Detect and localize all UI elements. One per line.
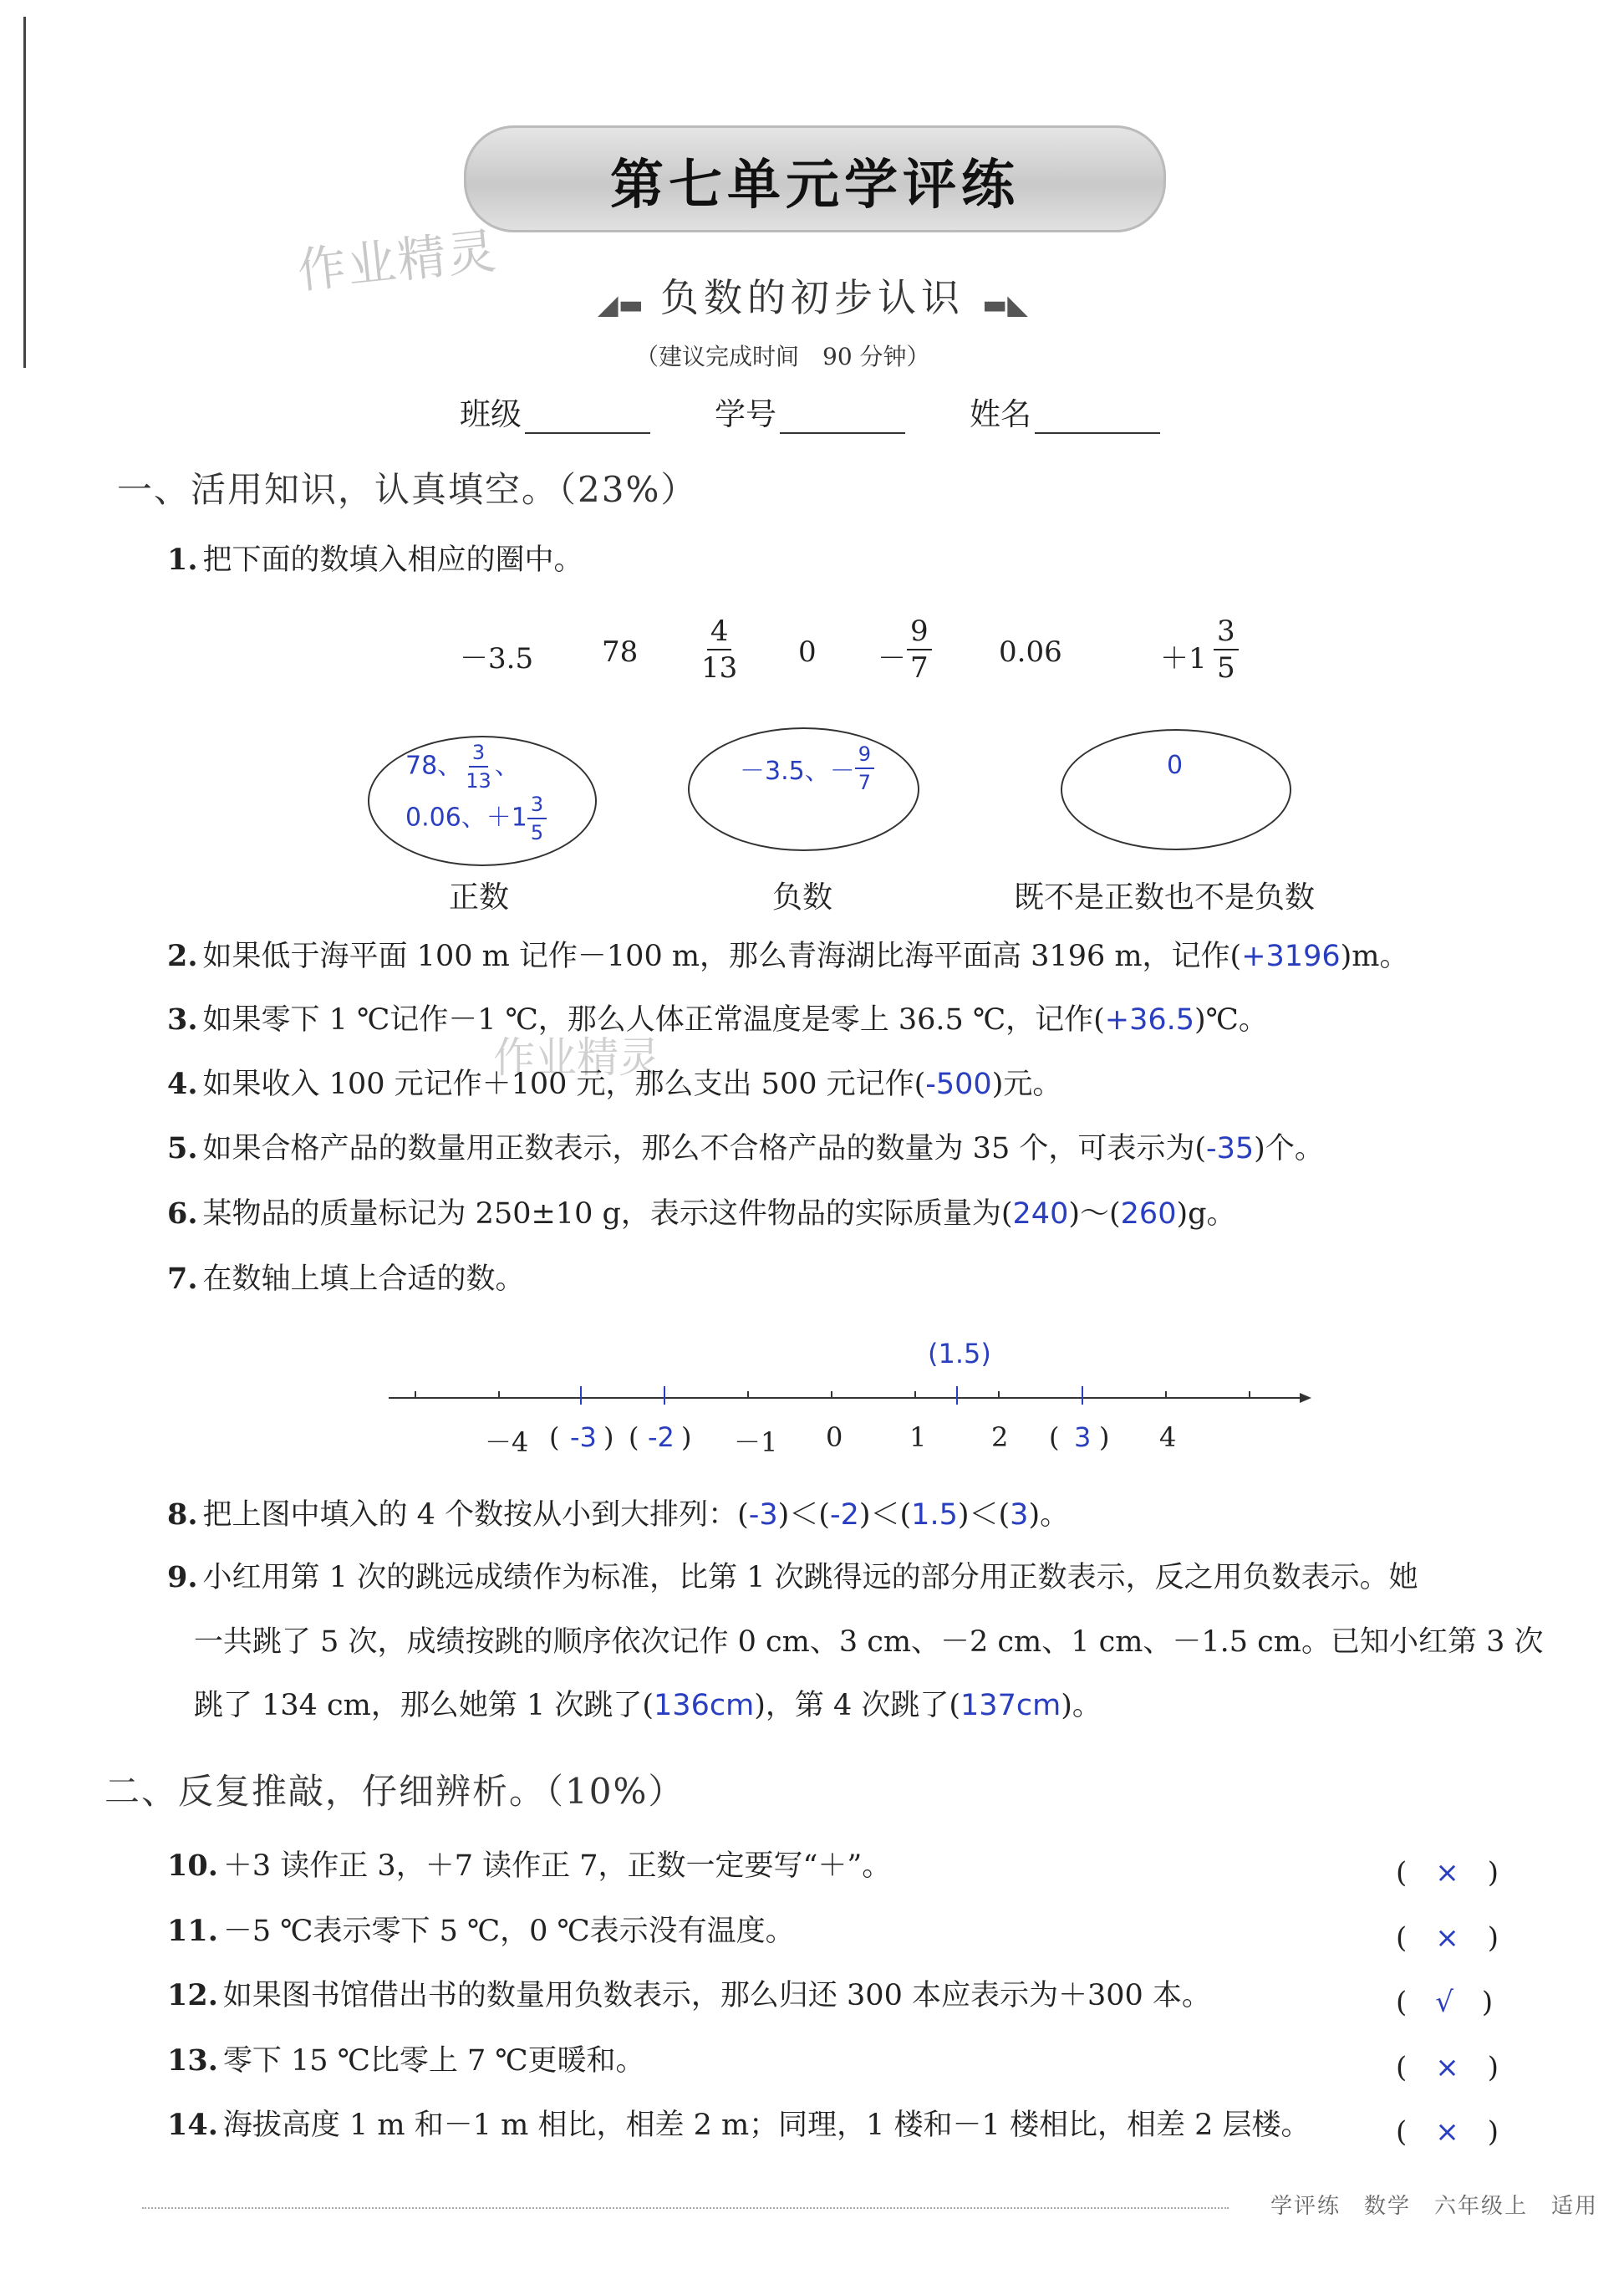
field-number-label: 学号: [715, 396, 776, 432]
q12: 12. 如果图书馆借出书的数量用负数表示，那么归还 300 本应表示为＋300 本。: [167, 1978, 1211, 2012]
section2-title: 二、反复推敲，仔细辨析。（10%）: [104, 1771, 685, 1812]
tick-4: 4: [1159, 1421, 1177, 1453]
tick-neg4: －4: [485, 1426, 529, 1458]
subtitle-ornament-right: ▬◣: [982, 288, 1028, 320]
label-neither: 既不是正数也不是负数: [1014, 880, 1316, 915]
tick-close1: ): [603, 1421, 614, 1453]
tick-open3: (: [1049, 1421, 1060, 1453]
section1-title: 一、活用知识，认真填空。（23%）: [117, 469, 698, 510]
label-negative: 负数: [772, 880, 833, 915]
subtitle: 负数的初步认识: [660, 275, 965, 320]
negative-answers: －3.5、－ $\frac{9}{7}$: [740, 744, 874, 793]
number-line-above: (1.5): [928, 1338, 991, 1369]
q6-answer1: 240: [1012, 1197, 1069, 1231]
q13-answer: ( × ): [1396, 2051, 1499, 2084]
tick-neg1: －1: [734, 1426, 778, 1458]
q9-line3: 跳了 134 cm，那么她第 1 次跳了(136cm)，第 4 次跳了(137cm)。: [194, 1689, 1102, 1722]
q1: 1. 把下面的数填入相应的圈中。: [167, 543, 583, 577]
footer-rule: [142, 2207, 1229, 2209]
q11: 11. －5 ℃表示零下 5 ℃，0 ℃表示没有温度。: [167, 1914, 795, 1948]
tick-close2: ): [681, 1421, 692, 1453]
q8: 8. 把上图中填入的 4 个数按从小到大排列：(-3)＜(-2)＜(1.5)＜(3)。: [167, 1497, 1070, 1532]
q10: 10. ＋3 读作正 3，＋7 读作正 7，正数一定要写“＋”。: [167, 1849, 892, 1883]
q4-answer: -500: [925, 1068, 992, 1101]
watermark-mid: 作业精灵: [493, 1033, 660, 1082]
q5: 5. 如果合格产品的数量用正数表示，那么不合格产品的数量为 35 个，可表示为(-35)个。: [167, 1131, 1324, 1165]
num-0: 0: [798, 635, 817, 669]
field-name-label: 姓名: [970, 396, 1031, 432]
zero-ellipse: [1061, 729, 1291, 850]
tick-ans-3: 3: [1074, 1421, 1092, 1453]
q9-line1: 9. 小红用第 1 次的跳远成绩作为标准，比第 1 次跳得远的部分用正数表示，反之用负数表示。她: [167, 1560, 1418, 1594]
watermark: 作业精灵: [294, 222, 501, 300]
q2: 2. 如果低于海平面 100 m 记作－100 m，那么青海湖比海平面高 3196 m，记作(+3196)m。: [167, 939, 1409, 973]
number-line: [380, 1380, 1316, 1413]
q4: 4. 如果收入 100 元记作＋100 元，那么支出 500 元记作(-500)元。: [167, 1067, 1062, 1101]
tick-open2: (: [629, 1421, 639, 1453]
q6-answer2: 260: [1120, 1197, 1177, 1231]
subtitle-ornament-left: ◢▬: [598, 288, 644, 320]
num-neg9-7-sign: －: [878, 642, 906, 676]
q2-answer: +3196: [1241, 940, 1341, 973]
left-margin-line: [23, 17, 26, 368]
q14-answer: ( × ): [1396, 2115, 1499, 2149]
num-78: 78: [602, 635, 639, 669]
num-neg9-7: $\frac{9}{7}$: [907, 617, 932, 682]
field-class-label: 班级: [460, 396, 522, 432]
tick-ans-neg2: -2: [648, 1421, 675, 1453]
num-plus1-3-5: $\frac{3}{5}$: [1214, 617, 1239, 682]
q7: 7. 在数轴上填上合适的数。: [167, 1262, 525, 1296]
q9-line2: 一共跳了 5 次，成绩按跳的顺序依次记作 0 cm、3 cm、－2 cm、1 cm、－1.5 cm。已知小红第 3 次: [194, 1625, 1544, 1659]
footer-text: 学评练 数学 六年级上 适用: [1270, 2194, 1599, 2219]
page-title: 第七单元学评练: [610, 154, 1020, 217]
q10-answer: ( × ): [1396, 1856, 1499, 1890]
time-note: （建议完成时间 90 分钟）: [635, 343, 930, 370]
q13: 13. 零下 15 ℃比零上 7 ℃更暖和。: [167, 2043, 645, 2078]
tick-0: 0: [826, 1421, 843, 1453]
tick-close3: ): [1099, 1421, 1110, 1453]
tick-open1: (: [549, 1421, 560, 1453]
num-0.06: 0.06: [999, 635, 1062, 669]
tick-1: 1: [909, 1421, 927, 1453]
num-4-13: $\frac{4}{13}$: [701, 615, 738, 685]
q6: 6. 某物品的质量标记为 250±10 g，表示这件物品的实际质量为(240)～(260)g。: [167, 1196, 1236, 1231]
q11-answer: ( × ): [1396, 1921, 1499, 1955]
num-plus1-3-5-whole: ＋1: [1160, 642, 1207, 676]
q14: 14. 海拔高度 1 m 和－1 m 相比，相差 2 m；同理，1 楼和－1 楼相比，相差 2 层楼。: [167, 2108, 1311, 2142]
q3-answer: +36.5: [1104, 1003, 1195, 1037]
q12-answer: ( √ ): [1396, 1986, 1494, 2019]
q5-answer: -35: [1206, 1132, 1255, 1165]
field-class[interactable]: [460, 389, 650, 434]
num-neg3.5: －3.5: [460, 642, 534, 676]
field-name[interactable]: [970, 389, 1160, 434]
zero-answer: 0: [1167, 751, 1184, 780]
label-positive: 正数: [449, 880, 510, 915]
q3: 3. 如果零下 1 ℃记作－1 ℃，那么人体正常温度是零上 36.5 ℃，记作(+36.5)℃。: [167, 1002, 1268, 1037]
tick-2: 2: [991, 1421, 1009, 1453]
positive-answers: 78、 $\frac{3}{13}$ 、 0.06、＋1 $\frac{3}{5}$: [405, 742, 547, 843]
tick-ans-neg3: -3: [570, 1421, 597, 1453]
field-number[interactable]: [715, 389, 905, 434]
